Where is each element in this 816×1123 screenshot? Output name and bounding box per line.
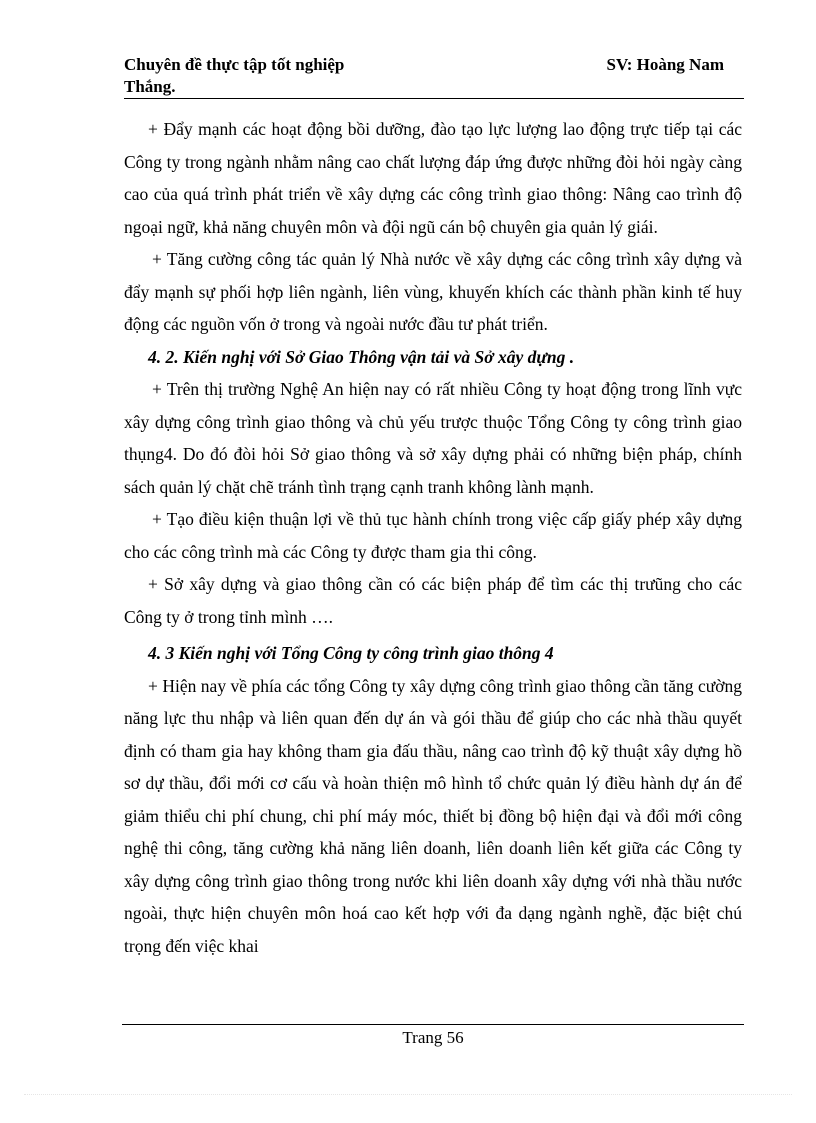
page-body — [124, 113, 742, 962]
page-number: Trang 56 — [402, 1028, 464, 1047]
paragraph-administrative-procedures: + Tạo điều kiện thuận lợi về thủ tục hành chính trong việc cấp giấy phép xây dựng cho các công trình mà các Công ty được tham gia thi công. — [124, 509, 742, 562]
student-name-label: SV: Hoàng Nam — [606, 55, 724, 74]
paragraph-find-markets: + Sở xây dựng và giao thông cần có các biện pháp để tìm các thị trưũng cho các Công ty ở trong tỉnh mình …. — [124, 574, 742, 627]
header-divider — [124, 98, 744, 99]
paragraph-corporation-recommendations: + Hiện nay về phía các tổng Công ty xây dựng công trình giao thông cần tăng cường năng lực thu nhập và liên quan đến dự án và gói thầu để giúp cho các nhà thầu quyết định có tham gia hay không tham gia đấu thầu, nâng cao trình độ kỹ thuật xây dựng hồ sơ dự thầu, đổi mới cơ cấu và hoàn thiện mô hình tổ chức quản lý điều hành dự án để giảm thiểu chi phí chung, chi phí máy móc, thiết bị đồng bộ hiện đại và đổi mới công nghệ thi công, tăng cường khả năng liên doanh, liên doanh liên kết giữa các Công ty xây dựng công trình giao thông trong nước khi liên doanh xây dựng với nhà thầu nước ngoài, thực hiện chuyên môn hoá cao kết hợp với đa dạng ngành nghề, đặc biệt chú trọng đến việc khai — [124, 675, 742, 956]
student-name-continuation: Thắng. — [124, 77, 176, 96]
section-heading-4-3: 4. 3 Kiến nghị với Tổng Công ty công trình giao thông 4 — [148, 643, 554, 663]
paragraph-training: + Đẩy mạnh các hoạt động bồi dưỡng, đào tạo lực lượng lao động trực tiếp tại các Công ty trong ngành nhằm nâng cao chất lượng đáp ứng được những đòi hỏi ngày càng cao của quá trình phát triển về xây dựng các công trình giao thông: Nâng cao trình độ ngoại ngữ, khả năng chuyên môn và đội ngũ cán bộ chuyên gia quản lý giái. — [124, 119, 742, 237]
paragraph-state-management: + Tăng cường công tác quản lý Nhà nước về xây dựng các công trình xây dựng và đẩy mạnh sự phối hợp liên ngành, liên vùng, khuyến khích các thành phần kinh tế huy động các nguồn vốn ở trong và ngoài nước đầu tư phát triển. — [124, 249, 742, 334]
header-row — [124, 54, 744, 76]
document-type-label: Chuyên đề thực tập tốt nghiệp — [124, 55, 345, 74]
paragraph-nghe-an-market: + Trên thị trường Nghệ An hiện nay có rất nhiều Công ty hoạt động trong lĩnh vực xây dựng công trình giao thông và chủ yếu trược thuộc Tổng Công ty công trình giao thụng4. Do đó đòi hỏi Sở giao thông và sở xây dựng phải có những biện pháp, chính sách quản lý chặt chẽ tránh tình trạng cạnh tranh không lành mạnh. — [124, 379, 742, 497]
page-header — [124, 54, 744, 98]
page-bottom-edge — [24, 1094, 792, 1095]
footer-divider — [122, 1024, 744, 1025]
section-heading-4-2: 4. 2. Kiến nghị với Sở Giao Thông vận tải và Sở xây dựng . — [148, 346, 575, 367]
